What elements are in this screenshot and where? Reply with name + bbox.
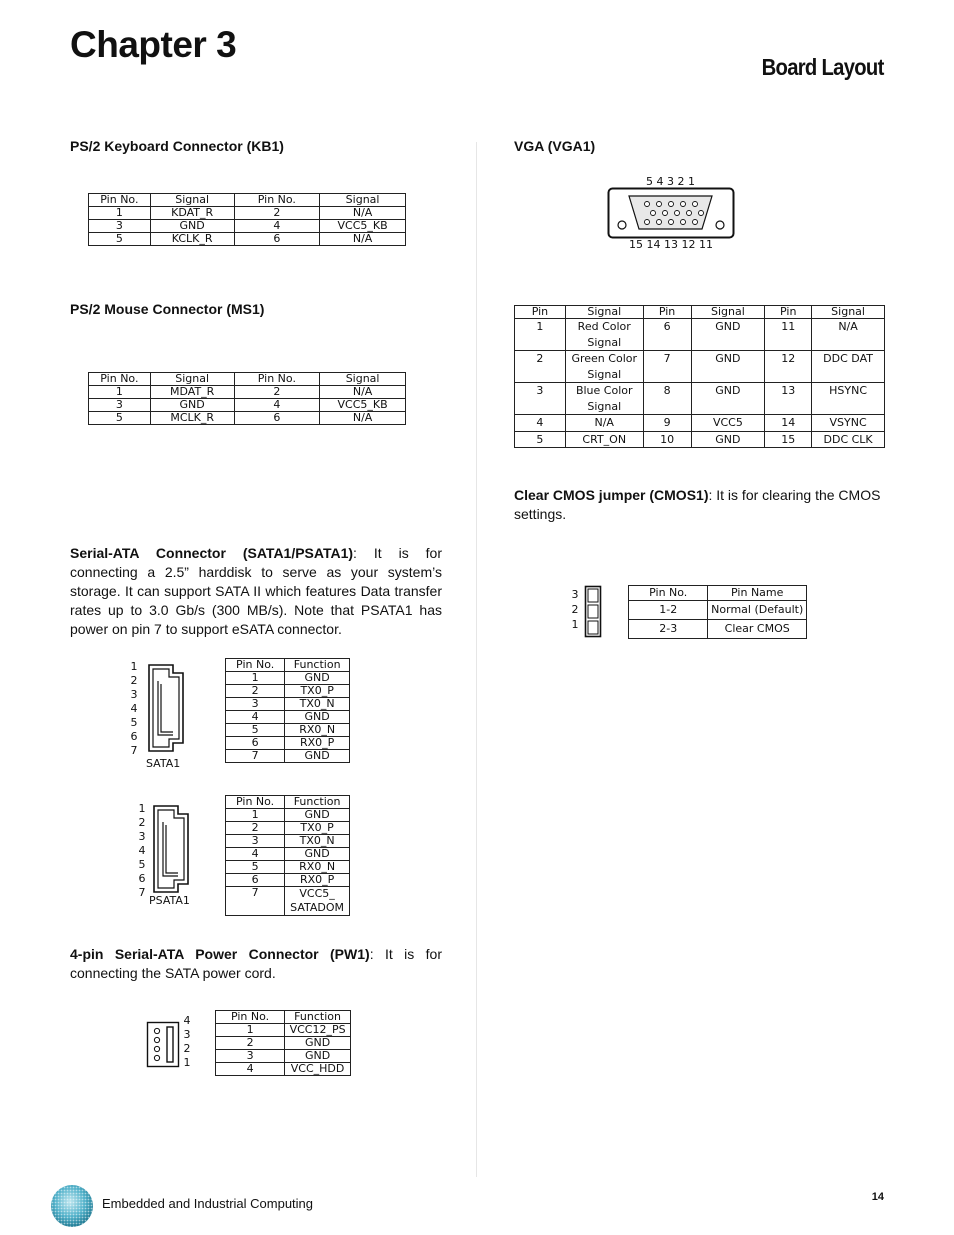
table-cell: TX0_P bbox=[285, 822, 350, 835]
cell-line: Signal bbox=[587, 399, 622, 413]
table-cell: GND bbox=[285, 848, 350, 861]
table-cell bbox=[515, 319, 566, 351]
table-cell: 2 bbox=[216, 1037, 285, 1050]
pin-number: 7 bbox=[138, 886, 146, 899]
table-cell: GND bbox=[285, 809, 350, 822]
table-cell: 5 bbox=[226, 861, 285, 874]
table-cell bbox=[812, 383, 885, 415]
table-cell: 4 bbox=[226, 848, 285, 861]
table-cell bbox=[691, 383, 765, 415]
cell-line: GND bbox=[715, 432, 741, 446]
table-row bbox=[515, 383, 885, 415]
psata1-label: PSATA1 bbox=[149, 894, 190, 907]
table-cell: N/A bbox=[320, 207, 406, 220]
table-cell bbox=[812, 431, 885, 448]
ms1-table bbox=[88, 372, 406, 425]
page-number: 14 bbox=[871, 1191, 884, 1203]
table-cell: TX0_N bbox=[285, 835, 350, 848]
table-row bbox=[226, 724, 350, 737]
table-header-row bbox=[226, 796, 350, 809]
cell-line: 1 bbox=[536, 320, 544, 333]
table-cell bbox=[515, 383, 566, 415]
sata1-table bbox=[225, 658, 350, 763]
table-cell bbox=[765, 383, 812, 415]
table-cell: 6 bbox=[226, 737, 285, 750]
table-header-row bbox=[89, 373, 406, 386]
cell-line: 10 bbox=[660, 432, 675, 446]
table-cell bbox=[285, 887, 350, 916]
pin-number: 6 bbox=[138, 872, 146, 885]
col-header: Signal bbox=[565, 306, 643, 319]
table-cell: Clear CMOS bbox=[708, 620, 807, 639]
table-cell: 4 bbox=[216, 1063, 285, 1076]
pin-number: 3 bbox=[571, 588, 579, 601]
sata-heading: Serial-ATA Connector (SATA1/PSATA1) bbox=[70, 545, 354, 561]
cell-line: 2 bbox=[536, 352, 544, 365]
table-row bbox=[216, 1050, 351, 1063]
table-row bbox=[226, 887, 350, 916]
col-header: Pin No. bbox=[216, 1011, 285, 1024]
pin-number: 5 bbox=[138, 858, 146, 871]
table-row bbox=[226, 822, 350, 835]
table-cell bbox=[643, 431, 691, 448]
company-logo-icon bbox=[48, 1183, 96, 1229]
table-cell bbox=[515, 351, 566, 383]
cell-line: DDC DAT bbox=[823, 352, 873, 365]
vga-connector-icon bbox=[607, 187, 735, 239]
table-row bbox=[226, 835, 350, 848]
psata1-table bbox=[225, 795, 350, 916]
table-cell bbox=[643, 383, 691, 415]
vga-heading: VGA (VGA1) bbox=[514, 138, 596, 154]
cell-line: DDC CLK bbox=[823, 432, 873, 446]
cell-line: 4 bbox=[536, 416, 544, 429]
table-cell: N/A bbox=[320, 412, 406, 425]
psata1-pin-numbers bbox=[135, 802, 149, 900]
table-cell: 1-2 bbox=[629, 601, 708, 620]
table-row bbox=[226, 809, 350, 822]
table-row bbox=[89, 386, 406, 399]
table-cell: 1 bbox=[89, 207, 151, 220]
sata1-pin-numbers bbox=[127, 660, 141, 758]
chapter-title: Chapter 3 bbox=[70, 24, 237, 65]
pin-number: 4 bbox=[138, 844, 146, 857]
table-cell: 1 bbox=[226, 809, 285, 822]
table-cell bbox=[691, 415, 765, 432]
col-header: Pin bbox=[515, 306, 566, 319]
cell-line: 12 bbox=[781, 352, 796, 365]
cell-line: 15 bbox=[781, 432, 796, 446]
table-row bbox=[515, 351, 885, 383]
table-cell: VCC12_PS bbox=[285, 1024, 351, 1037]
kb1-heading: PS/2 Keyboard Connector (KB1) bbox=[70, 138, 284, 154]
table-row bbox=[226, 848, 350, 861]
ms1-heading: PS/2 Mouse Connector (MS1) bbox=[70, 301, 265, 317]
table-header-row bbox=[629, 586, 807, 601]
table-cell: 4 bbox=[234, 399, 320, 412]
pin-number: 1 bbox=[571, 618, 579, 631]
table-cell bbox=[515, 431, 566, 448]
table-row bbox=[226, 672, 350, 685]
table-cell: 3 bbox=[216, 1050, 285, 1063]
table-cell: 5 bbox=[226, 724, 285, 737]
table-row bbox=[629, 620, 807, 639]
table-cell: 6 bbox=[234, 412, 320, 425]
cmos-pin-numbers bbox=[569, 587, 581, 632]
table-cell: GND bbox=[285, 1050, 351, 1063]
table-row bbox=[216, 1024, 351, 1037]
cell-line: Blue Color bbox=[575, 384, 633, 397]
table-cell: 2 bbox=[226, 822, 285, 835]
pin-number: 2 bbox=[130, 674, 138, 687]
table-cell bbox=[643, 415, 691, 432]
table-row bbox=[226, 874, 350, 887]
cell-line: 11 bbox=[781, 320, 796, 333]
table-cell bbox=[565, 383, 643, 415]
col-header: Signal bbox=[320, 194, 406, 207]
table-cell bbox=[565, 431, 643, 448]
table-row bbox=[226, 737, 350, 750]
table-row bbox=[226, 750, 350, 763]
table-header-row bbox=[216, 1011, 351, 1024]
table-cell: 3 bbox=[226, 835, 285, 848]
cell-line: GND bbox=[715, 320, 741, 333]
table-cell bbox=[765, 351, 812, 383]
table-cell: 2-3 bbox=[629, 620, 708, 639]
pin-number: 3 bbox=[183, 1028, 191, 1041]
table-cell: 2 bbox=[234, 207, 320, 220]
table-cell bbox=[765, 415, 812, 432]
cell-line: 13 bbox=[781, 384, 796, 397]
cell-line: Red Color bbox=[577, 320, 631, 333]
cell-line: GND bbox=[715, 384, 741, 397]
table-cell: RX0_P bbox=[285, 874, 350, 887]
table-header-row bbox=[515, 306, 885, 319]
col-header: Signal bbox=[150, 373, 234, 386]
pw1-description bbox=[70, 945, 442, 983]
table-cell: 2 bbox=[234, 386, 320, 399]
cell-line: N/A bbox=[838, 320, 858, 333]
pw1-connector-icon bbox=[146, 1021, 180, 1068]
cell-line: Green Color bbox=[571, 352, 637, 365]
vga-top-pin-numbers: 5 4 3 2 1 bbox=[646, 175, 695, 188]
vga-table bbox=[514, 305, 885, 448]
psata1-connector-icon bbox=[150, 804, 194, 894]
cell-line: 6 bbox=[663, 320, 671, 333]
pin-number: 2 bbox=[138, 816, 146, 829]
table-cell: RX0_P bbox=[285, 737, 350, 750]
pin-number: 5 bbox=[130, 716, 138, 729]
cell-line: VCC5_ bbox=[299, 887, 335, 900]
vga-table-body bbox=[515, 319, 885, 448]
col-header: Pin bbox=[643, 306, 691, 319]
table-cell: 5 bbox=[89, 233, 151, 246]
table-cell: 7 bbox=[226, 887, 285, 916]
table-cell: GND bbox=[285, 672, 350, 685]
cmos-jumper-icon bbox=[584, 585, 602, 638]
table-cell: GND bbox=[150, 220, 234, 233]
table-cell: 4 bbox=[234, 220, 320, 233]
pin-number: 3 bbox=[138, 830, 146, 843]
col-header: Pin bbox=[765, 306, 812, 319]
table-cell bbox=[565, 351, 643, 383]
table-row bbox=[89, 220, 406, 233]
col-header: Pin No. bbox=[629, 586, 708, 601]
table-cell bbox=[643, 351, 691, 383]
table-row bbox=[226, 698, 350, 711]
table-header-row bbox=[89, 194, 406, 207]
pin-number: 6 bbox=[130, 730, 138, 743]
table-cell: GND bbox=[285, 750, 350, 763]
table-cell: 1 bbox=[216, 1024, 285, 1037]
cmos-text: : It is for clearing the CMOS settings. bbox=[514, 487, 881, 522]
table-cell: KDAT_R bbox=[150, 207, 234, 220]
cell-line: Signal bbox=[587, 367, 622, 381]
table-cell: GND bbox=[150, 399, 234, 412]
col-header: Pin No. bbox=[226, 796, 285, 809]
pin-number: 2 bbox=[571, 603, 579, 616]
cell-line: VSYNC bbox=[829, 416, 867, 429]
table-row bbox=[216, 1037, 351, 1050]
pin-number: 2 bbox=[183, 1042, 191, 1055]
sata-description bbox=[70, 544, 442, 639]
table-row bbox=[89, 233, 406, 246]
table-cell bbox=[812, 319, 885, 351]
pw1-text: : It is for connecting the SATA power cord. bbox=[70, 946, 442, 981]
pin-number: 1 bbox=[138, 802, 146, 815]
table-cell: 6 bbox=[226, 874, 285, 887]
table-row bbox=[515, 431, 885, 448]
cell-line: SATADOM bbox=[290, 901, 345, 914]
cell-line: 14 bbox=[781, 416, 796, 429]
table-cell: 1 bbox=[226, 672, 285, 685]
table-cell: 3 bbox=[89, 220, 151, 233]
col-header: Pin No. bbox=[89, 194, 151, 207]
cell-line: 7 bbox=[663, 352, 671, 365]
table-header-row bbox=[226, 659, 350, 672]
table-cell: TX0_N bbox=[285, 698, 350, 711]
pw1-pin-numbers bbox=[180, 1014, 194, 1070]
sata1-connector-icon bbox=[145, 663, 189, 753]
table-row bbox=[89, 399, 406, 412]
table-cell: N/A bbox=[320, 233, 406, 246]
col-header: Pin No. bbox=[234, 373, 320, 386]
table-cell: RX0_N bbox=[285, 724, 350, 737]
table-row bbox=[226, 685, 350, 698]
col-header: Function bbox=[285, 796, 350, 809]
pw1-table bbox=[215, 1010, 351, 1076]
sata-text: : It is for connecting a 2.5” harddisk to serve as your system’s storage. It can support SATA II which features Data transfer rates up to 3.0 Gb/s (300 MB/s). Note that PSATA1 has power on pin 7 to support eSATA connector. bbox=[70, 545, 442, 637]
cell-line: 5 bbox=[536, 432, 544, 446]
table-cell: 4 bbox=[226, 711, 285, 724]
col-header: Pin No. bbox=[234, 194, 320, 207]
pin-number: 7 bbox=[130, 744, 138, 757]
table-cell: VCC_HDD bbox=[285, 1063, 351, 1076]
table-cell bbox=[691, 431, 765, 448]
table-row bbox=[515, 319, 885, 351]
table-cell: VCC5_KB bbox=[320, 399, 406, 412]
col-header: Signal bbox=[320, 373, 406, 386]
table-row bbox=[89, 207, 406, 220]
cmos-table bbox=[628, 585, 807, 639]
cell-line: 8 bbox=[663, 384, 671, 397]
table-row bbox=[226, 711, 350, 724]
table-row bbox=[515, 415, 885, 432]
cell-line: Signal bbox=[587, 335, 622, 349]
table-cell: 5 bbox=[89, 412, 151, 425]
table-row bbox=[226, 861, 350, 874]
table-cell bbox=[765, 431, 812, 448]
column-divider bbox=[476, 142, 477, 1177]
table-row bbox=[629, 601, 807, 620]
cell-line: GND bbox=[715, 352, 741, 365]
pin-number: 4 bbox=[130, 702, 138, 715]
table-cell: 3 bbox=[226, 698, 285, 711]
table-cell bbox=[691, 351, 765, 383]
cell-line: 9 bbox=[663, 416, 671, 429]
table-cell: GND bbox=[285, 1037, 351, 1050]
table-cell bbox=[515, 415, 566, 432]
cell-line: HSYNC bbox=[829, 384, 868, 397]
table-cell: 2 bbox=[226, 685, 285, 698]
sata1-label: SATA1 bbox=[146, 757, 181, 770]
pin-number: 3 bbox=[130, 688, 138, 701]
table-cell: VCC5_KB bbox=[320, 220, 406, 233]
table-cell: RX0_N bbox=[285, 861, 350, 874]
table-cell: 3 bbox=[89, 399, 151, 412]
cmos-heading: Clear CMOS jumper (CMOS1) bbox=[514, 487, 709, 503]
table-row bbox=[89, 412, 406, 425]
table-cell bbox=[691, 319, 765, 351]
table-cell: 7 bbox=[226, 750, 285, 763]
col-header: Function bbox=[285, 1011, 351, 1024]
col-header: Signal bbox=[691, 306, 765, 319]
table-cell: N/A bbox=[320, 386, 406, 399]
table-cell bbox=[765, 319, 812, 351]
col-header: Pin No. bbox=[226, 659, 285, 672]
table-cell: MDAT_R bbox=[150, 386, 234, 399]
col-header: Pin Name bbox=[708, 586, 807, 601]
footer-company: Embedded and Industrial Computing bbox=[102, 1196, 314, 1211]
section-title: Board Layout bbox=[761, 54, 884, 80]
table-cell: KCLK_R bbox=[150, 233, 234, 246]
col-header: Signal bbox=[812, 306, 885, 319]
table-cell: TX0_P bbox=[285, 685, 350, 698]
table-cell bbox=[565, 415, 643, 432]
col-header: Signal bbox=[150, 194, 234, 207]
vga-bottom-pin-numbers: 15 14 13 12 11 bbox=[629, 238, 713, 251]
table-cell bbox=[643, 319, 691, 351]
cell-line: N/A bbox=[594, 416, 614, 429]
pin-number: 1 bbox=[130, 660, 138, 673]
pw1-heading: 4-pin Serial-ATA Power Connector (PW1) bbox=[70, 946, 370, 962]
cell-line: 3 bbox=[536, 384, 544, 397]
table-row bbox=[216, 1063, 351, 1076]
table-cell bbox=[812, 415, 885, 432]
col-header: Function bbox=[285, 659, 350, 672]
table-cell bbox=[812, 351, 885, 383]
kb1-table bbox=[88, 193, 406, 246]
table-cell: GND bbox=[285, 711, 350, 724]
table-cell: 6 bbox=[234, 233, 320, 246]
cell-line: CRT_ON bbox=[582, 432, 627, 446]
table-cell bbox=[565, 319, 643, 351]
table-cell: Normal (Default) bbox=[708, 601, 807, 620]
table-cell: MCLK_R bbox=[150, 412, 234, 425]
pin-number: 4 bbox=[183, 1014, 191, 1027]
table-cell: 1 bbox=[89, 386, 151, 399]
cell-line: VCC5 bbox=[712, 416, 743, 429]
col-header: Pin No. bbox=[89, 373, 151, 386]
pin-number: 1 bbox=[183, 1056, 191, 1069]
cmos-description bbox=[514, 486, 888, 524]
